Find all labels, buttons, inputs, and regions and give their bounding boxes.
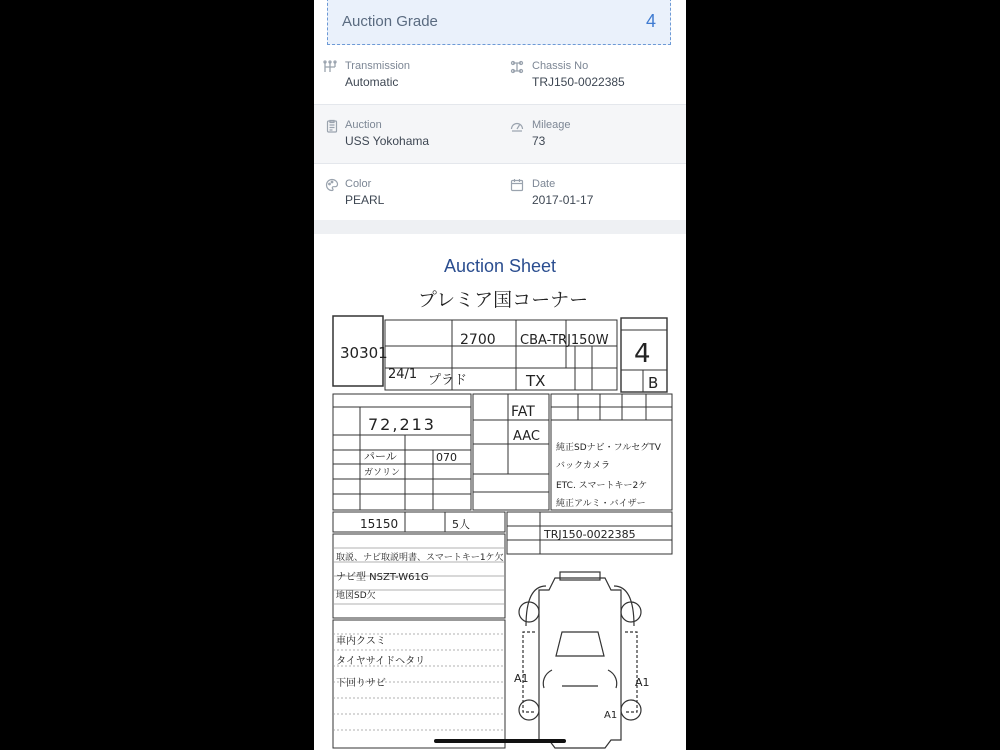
- chassis-icon: [510, 60, 524, 74]
- transmission-icon: [323, 60, 337, 74]
- transmission-label: Transmission: [345, 60, 410, 72]
- detail-row-auction: [314, 105, 686, 164]
- speedometer-icon: [510, 119, 524, 133]
- sheet-inspector-1: 車内クスミ: [336, 636, 386, 647]
- date-value: 2017-01-17: [532, 193, 594, 207]
- detail-row-transmission: [314, 46, 686, 105]
- sheet-mark-3: A1: [604, 710, 618, 721]
- sheet-chassis: TRJ150-0022385: [544, 528, 636, 541]
- auction-grade-box: [327, 0, 671, 45]
- sheet-seats: 5人: [452, 518, 470, 531]
- transmission-value: Automatic: [345, 75, 399, 89]
- sheet-note-3: 地図SD欠: [336, 591, 376, 601]
- clipboard-icon: [325, 119, 339, 133]
- sheet-note-2: ナビ型 NSZT-W61G: [336, 572, 429, 583]
- sheet-recycle: 15150: [360, 517, 399, 531]
- sheet-cc: 2700: [460, 332, 496, 348]
- sheet-interior: B: [648, 374, 659, 392]
- sheet-name: プラド: [428, 373, 468, 388]
- app-screen: [314, 0, 686, 750]
- chassis-value: TRJ150-0022385: [532, 75, 625, 89]
- sheet-header: プレミア国コーナー: [417, 289, 589, 311]
- sheet-score: 4: [634, 339, 651, 369]
- sheet-note-1: 取説、ナビ取説明書、スマートキー1ケ欠: [336, 553, 504, 563]
- sheet-inspector-3: 下回りサビ: [336, 678, 386, 689]
- sheet-shift: FAT: [511, 404, 535, 420]
- date-label: Date: [532, 178, 556, 190]
- chassis-label: Chassis No: [532, 60, 589, 72]
- auction-sheet-image[interactable]: [330, 282, 676, 750]
- sheet-ac: AAC: [513, 429, 540, 444]
- sheet-grade-code: TX: [526, 372, 546, 390]
- sheet-sales-point-1: 純正SDナビ・フルセグTV: [556, 443, 661, 453]
- sheet-model-code: CBA-TRJ150W: [520, 333, 609, 348]
- sheet-year: 24/1: [388, 367, 418, 382]
- sheet-color-no: 070: [436, 451, 457, 464]
- mileage-label: Mileage: [532, 119, 571, 131]
- sheet-sales-point-3: ETC. スマートキー2ケ: [556, 481, 648, 491]
- auction-label: Auction: [345, 119, 382, 131]
- sheet-mark-2: A1: [635, 676, 650, 689]
- calendar-icon: [510, 178, 524, 192]
- palette-icon: [325, 178, 339, 192]
- sheet-mileage: 72,213: [368, 415, 436, 434]
- detail-row-color: [314, 164, 686, 223]
- section-divider: [314, 220, 686, 234]
- color-label: Color: [345, 178, 372, 190]
- sheet-fuel: ガソリン: [364, 468, 401, 478]
- sheet-inspector-2: タイヤサイドヘタリ: [336, 656, 426, 667]
- auction-grade-label: Auction Grade: [342, 13, 438, 30]
- auction-value: USS Yokohama: [345, 134, 430, 148]
- sheet-sales-point-4: 純正アルミ・バイザー: [556, 499, 646, 509]
- sheet-lot-no: 30301: [340, 344, 388, 362]
- sheet-sales-point-2: バックカメラ: [556, 461, 611, 471]
- color-value: PEARL: [345, 193, 385, 207]
- auction-grade-value: 4: [645, 11, 656, 31]
- sheet-color: パール: [364, 450, 397, 463]
- home-indicator[interactable]: [434, 739, 566, 743]
- auction-sheet-title: Auction Sheet: [443, 256, 557, 276]
- sheet-mark-1: A1: [514, 672, 529, 685]
- mileage-value: 73: [532, 134, 546, 148]
